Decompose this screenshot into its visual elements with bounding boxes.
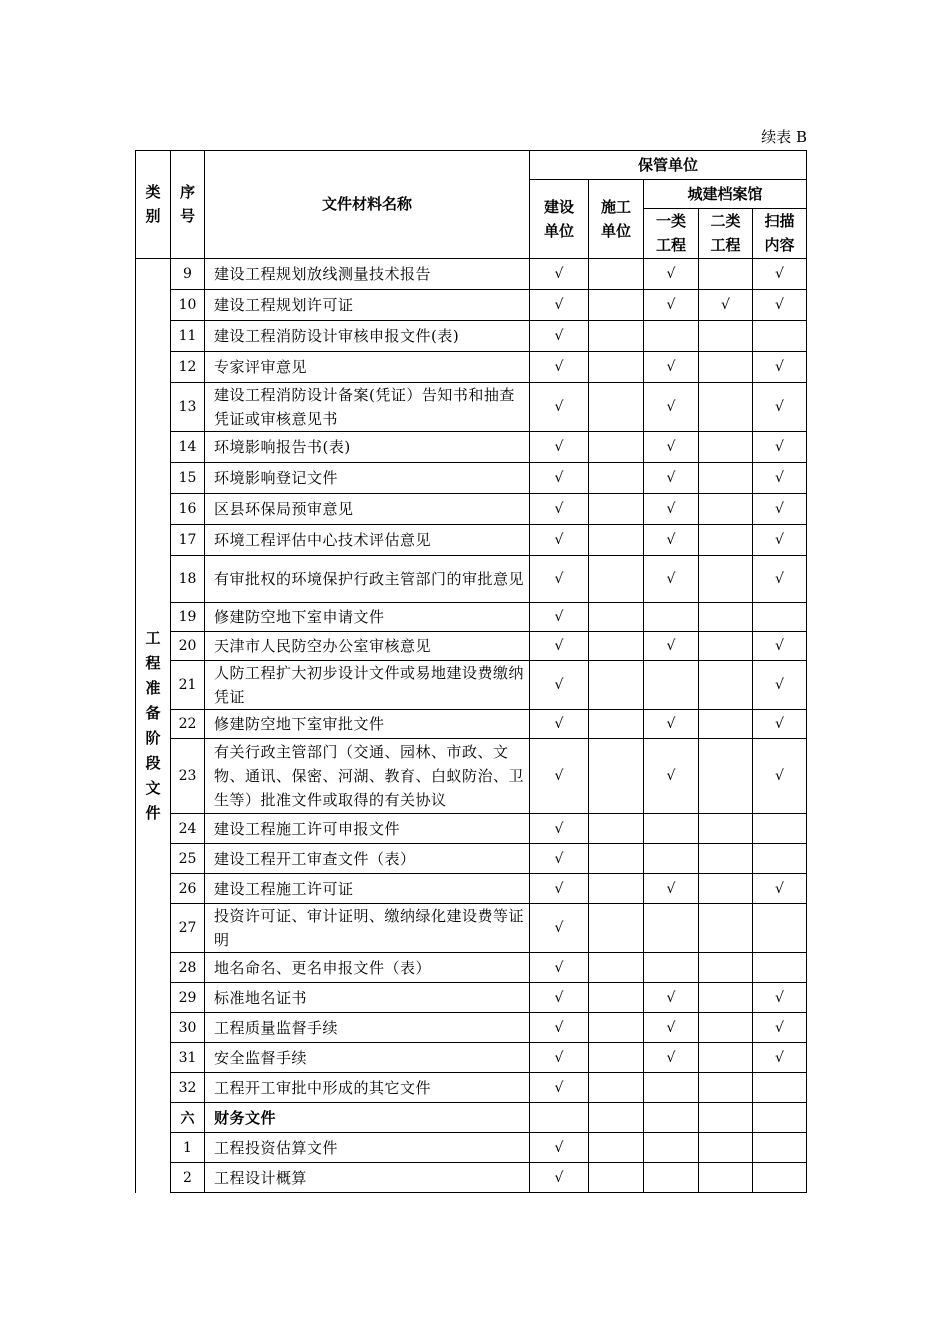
class1-mark: √ xyxy=(644,739,699,814)
builder-mark: √ xyxy=(530,432,589,463)
row-number: 11 xyxy=(171,321,205,352)
scan-mark: √ xyxy=(753,874,807,904)
builder-mark: √ xyxy=(530,1163,589,1193)
row-number: 14 xyxy=(171,432,205,463)
class1-mark xyxy=(644,1103,699,1133)
class1-mark: √ xyxy=(644,290,699,321)
class1-mark xyxy=(644,1163,699,1193)
class1-mark xyxy=(644,661,699,710)
file-name: 建设工程规划放线测量技术报告 xyxy=(205,259,530,290)
builder-mark: √ xyxy=(530,321,589,352)
class1-mark xyxy=(644,1073,699,1103)
class1-mark: √ xyxy=(644,1043,699,1073)
class2-mark xyxy=(699,383,753,432)
builder-mark: √ xyxy=(530,1133,589,1163)
class2-mark xyxy=(699,259,753,290)
scan-mark: √ xyxy=(753,383,807,432)
row-number: 24 xyxy=(171,814,205,844)
builder-mark: √ xyxy=(530,290,589,321)
builder-mark: √ xyxy=(530,983,589,1013)
table-header xyxy=(136,151,807,259)
builder-mark: √ xyxy=(530,259,589,290)
class1-mark: √ xyxy=(644,352,699,383)
table-row xyxy=(136,321,807,352)
header-scan: 扫描内容 xyxy=(753,209,807,259)
class1-mark: √ xyxy=(644,525,699,556)
file-name: 地名命名、更名申报文件（表） xyxy=(205,953,530,983)
contractor-mark xyxy=(589,904,644,953)
table-row xyxy=(136,710,807,739)
table-row xyxy=(136,904,807,953)
table-row xyxy=(136,739,807,814)
class2-mark xyxy=(699,463,753,494)
scan-mark xyxy=(753,1103,807,1133)
contractor-mark xyxy=(589,710,644,739)
archive-file-table xyxy=(135,150,807,1193)
row-number: 25 xyxy=(171,844,205,874)
table-row xyxy=(136,874,807,904)
class2-mark xyxy=(699,953,753,983)
scan-mark xyxy=(753,1133,807,1163)
class1-mark: √ xyxy=(644,259,699,290)
class1-mark xyxy=(644,844,699,874)
class1-mark: √ xyxy=(644,432,699,463)
class2-mark xyxy=(699,1133,753,1163)
class2-mark xyxy=(699,1103,753,1133)
table-row xyxy=(136,1133,807,1163)
scan-mark: √ xyxy=(753,710,807,739)
class1-mark xyxy=(644,1133,699,1163)
header-contractor: 施工单位 xyxy=(589,180,644,259)
file-name: 专家评审意见 xyxy=(205,352,530,383)
row-number: 21 xyxy=(171,661,205,710)
class2-mark xyxy=(699,874,753,904)
contractor-mark xyxy=(589,383,644,432)
contractor-mark xyxy=(589,556,644,603)
scan-mark xyxy=(753,1073,807,1103)
scan-mark: √ xyxy=(753,494,807,525)
class1-mark xyxy=(644,814,699,844)
contractor-mark xyxy=(589,525,644,556)
builder-mark: √ xyxy=(530,904,589,953)
row-number: 26 xyxy=(171,874,205,904)
file-name: 工程质量监督手续 xyxy=(205,1013,530,1043)
row-number: 18 xyxy=(171,556,205,603)
builder-mark: √ xyxy=(530,1013,589,1043)
file-name: 环境工程评估中心技术评估意见 xyxy=(205,525,530,556)
contractor-mark xyxy=(589,814,644,844)
file-name: 建设工程消防设计备案(凭证）告知书和抽查凭证或审核意见书 xyxy=(205,383,530,432)
class2-mark: √ xyxy=(699,290,753,321)
contractor-mark xyxy=(589,983,644,1013)
contractor-mark xyxy=(589,494,644,525)
table-row xyxy=(136,383,807,432)
row-number: 13 xyxy=(171,383,205,432)
builder-mark: √ xyxy=(530,383,589,432)
contractor-mark xyxy=(589,1103,644,1133)
table-row xyxy=(136,814,807,844)
file-name: 建设工程消防设计审核申报文件(表) xyxy=(205,321,530,352)
table-row xyxy=(136,290,807,321)
row-number: 28 xyxy=(171,953,205,983)
row-number: 17 xyxy=(171,525,205,556)
class1-mark: √ xyxy=(644,383,699,432)
builder-mark: √ xyxy=(530,494,589,525)
file-name: 建设工程规划许可证 xyxy=(205,290,530,321)
contractor-mark xyxy=(589,953,644,983)
class1-mark: √ xyxy=(644,494,699,525)
class1-mark xyxy=(644,603,699,632)
contractor-mark xyxy=(589,352,644,383)
file-name: 环境影响报告书(表) xyxy=(205,432,530,463)
class2-mark xyxy=(699,983,753,1013)
builder-mark: √ xyxy=(530,710,589,739)
builder-mark: √ xyxy=(530,953,589,983)
file-name: 投资许可证、审计证明、缴纳绿化建设费等证明 xyxy=(205,904,530,953)
row-number: 19 xyxy=(171,603,205,632)
builder-mark: √ xyxy=(530,632,589,661)
category-label: 工程准备阶段文件 xyxy=(145,628,161,822)
header-seq: 序号 xyxy=(171,151,205,259)
row-number: 12 xyxy=(171,352,205,383)
scan-mark: √ xyxy=(753,661,807,710)
row-number: 22 xyxy=(171,710,205,739)
class2-mark xyxy=(699,1163,753,1193)
scan-mark: √ xyxy=(753,739,807,814)
category-cell xyxy=(136,259,171,1193)
file-name: 有审批权的环境保护行政主管部门的审批意见 xyxy=(205,556,530,603)
scan-mark: √ xyxy=(753,352,807,383)
scan-mark: √ xyxy=(753,556,807,603)
contractor-mark xyxy=(589,321,644,352)
table-row xyxy=(136,525,807,556)
contractor-mark xyxy=(589,290,644,321)
builder-mark: √ xyxy=(530,739,589,814)
contractor-mark xyxy=(589,1133,644,1163)
section-row xyxy=(136,1103,807,1133)
builder-mark: √ xyxy=(530,874,589,904)
table-row xyxy=(136,556,807,603)
scan-mark: √ xyxy=(753,983,807,1013)
contractor-mark xyxy=(589,874,644,904)
builder-mark: √ xyxy=(530,352,589,383)
file-name: 修建防空地下室申请文件 xyxy=(205,603,530,632)
file-name: 修建防空地下室审批文件 xyxy=(205,710,530,739)
header-name: 文件材料名称 xyxy=(205,151,530,259)
class1-mark: √ xyxy=(644,874,699,904)
row-number: 16 xyxy=(171,494,205,525)
contractor-mark xyxy=(589,1013,644,1043)
contractor-mark xyxy=(589,463,644,494)
class1-mark: √ xyxy=(644,463,699,494)
scan-mark: √ xyxy=(753,259,807,290)
class1-mark: √ xyxy=(644,710,699,739)
table-row xyxy=(136,603,807,632)
contractor-mark xyxy=(589,739,644,814)
builder-mark xyxy=(530,1103,589,1133)
scan-mark: √ xyxy=(753,525,807,556)
table-row xyxy=(136,661,807,710)
row-number: 10 xyxy=(171,290,205,321)
row-number: 20 xyxy=(171,632,205,661)
table-row xyxy=(136,352,807,383)
row-number: 15 xyxy=(171,463,205,494)
table-row xyxy=(136,1073,807,1103)
builder-mark: √ xyxy=(530,1073,589,1103)
scan-mark xyxy=(753,321,807,352)
table-row xyxy=(136,432,807,463)
class2-mark xyxy=(699,321,753,352)
scan-mark: √ xyxy=(753,463,807,494)
file-name: 工程设计概算 xyxy=(205,1163,530,1193)
row-number: 六 xyxy=(171,1103,205,1133)
class1-mark: √ xyxy=(644,556,699,603)
file-name: 安全监督手续 xyxy=(205,1043,530,1073)
table-row xyxy=(136,844,807,874)
scan-mark: √ xyxy=(753,1013,807,1043)
row-number: 2 xyxy=(171,1163,205,1193)
class1-mark: √ xyxy=(644,983,699,1013)
builder-mark: √ xyxy=(530,463,589,494)
file-name: 天津市人民防空办公室审核意见 xyxy=(205,632,530,661)
table-row xyxy=(136,494,807,525)
class2-mark xyxy=(699,661,753,710)
file-name: 建设工程施工许可申报文件 xyxy=(205,814,530,844)
class2-mark xyxy=(699,556,753,603)
scan-mark xyxy=(753,603,807,632)
row-number: 32 xyxy=(171,1073,205,1103)
scan-mark xyxy=(753,904,807,953)
contractor-mark xyxy=(589,259,644,290)
class2-mark xyxy=(699,632,753,661)
header-builder: 建设单位 xyxy=(530,180,589,259)
class2-mark xyxy=(699,844,753,874)
table-row xyxy=(136,1163,807,1193)
scan-mark: √ xyxy=(753,432,807,463)
scan-mark xyxy=(753,953,807,983)
header-archives: 城建档案馆 xyxy=(644,180,807,209)
builder-mark: √ xyxy=(530,603,589,632)
table-row xyxy=(136,983,807,1013)
class2-mark xyxy=(699,739,753,814)
class1-mark: √ xyxy=(644,632,699,661)
row-number: 1 xyxy=(171,1133,205,1163)
contractor-mark xyxy=(589,1073,644,1103)
file-name: 财务文件 xyxy=(205,1103,530,1133)
header-class2: 二类工程 xyxy=(699,209,753,259)
file-name: 环境影响登记文件 xyxy=(205,463,530,494)
file-name: 工程开工审批中形成的其它文件 xyxy=(205,1073,530,1103)
contractor-mark xyxy=(589,1043,644,1073)
row-number: 27 xyxy=(171,904,205,953)
builder-mark: √ xyxy=(530,844,589,874)
class1-mark xyxy=(644,953,699,983)
builder-mark: √ xyxy=(530,1043,589,1073)
row-number: 29 xyxy=(171,983,205,1013)
scan-mark xyxy=(753,1163,807,1193)
file-name: 建设工程开工审查文件（表） xyxy=(205,844,530,874)
class2-mark xyxy=(699,432,753,463)
table-body xyxy=(136,259,807,1193)
file-name: 标准地名证书 xyxy=(205,983,530,1013)
class1-mark xyxy=(644,904,699,953)
builder-mark: √ xyxy=(530,556,589,603)
row-number: 23 xyxy=(171,739,205,814)
table-row xyxy=(136,632,807,661)
row-number: 30 xyxy=(171,1013,205,1043)
contractor-mark xyxy=(589,661,644,710)
scan-mark: √ xyxy=(753,1043,807,1073)
header-custodian: 保管单位 xyxy=(530,151,807,180)
class1-mark: √ xyxy=(644,1013,699,1043)
contractor-mark xyxy=(589,432,644,463)
table-row xyxy=(136,953,807,983)
file-name: 建设工程施工许可证 xyxy=(205,874,530,904)
class2-mark xyxy=(699,494,753,525)
class2-mark xyxy=(699,603,753,632)
class2-mark xyxy=(699,1013,753,1043)
builder-mark: √ xyxy=(530,661,589,710)
table-row xyxy=(136,1013,807,1043)
scan-mark: √ xyxy=(753,290,807,321)
file-name: 有关行政主管部门（交通、园林、市政、文物、通讯、保密、河湖、教育、白蚁防治、卫生等）批准文件或取得的有关协议 xyxy=(205,739,530,814)
contractor-mark xyxy=(589,1163,644,1193)
file-name: 区县环保局预审意见 xyxy=(205,494,530,525)
class2-mark xyxy=(699,525,753,556)
contractor-mark xyxy=(589,844,644,874)
row-number: 31 xyxy=(171,1043,205,1073)
file-name: 工程投资估算文件 xyxy=(205,1133,530,1163)
builder-mark: √ xyxy=(530,525,589,556)
class1-mark xyxy=(644,321,699,352)
class2-mark xyxy=(699,1073,753,1103)
class2-mark xyxy=(699,710,753,739)
scan-mark xyxy=(753,814,807,844)
table-row xyxy=(136,1043,807,1073)
class2-mark xyxy=(699,904,753,953)
contractor-mark xyxy=(589,632,644,661)
class2-mark xyxy=(699,352,753,383)
header-class1: 一类工程 xyxy=(644,209,699,259)
continued-label: 续表 B xyxy=(761,128,807,146)
scan-mark xyxy=(753,844,807,874)
contractor-mark xyxy=(589,603,644,632)
class2-mark xyxy=(699,814,753,844)
builder-mark: √ xyxy=(530,814,589,844)
table-row xyxy=(136,463,807,494)
header-category: 类别 xyxy=(136,151,171,259)
class2-mark xyxy=(699,1043,753,1073)
row-number: 9 xyxy=(171,259,205,290)
file-name: 人防工程扩大初步设计文件或易地建设费缴纳凭证 xyxy=(205,661,530,710)
scan-mark: √ xyxy=(753,632,807,661)
table-row xyxy=(136,259,807,290)
